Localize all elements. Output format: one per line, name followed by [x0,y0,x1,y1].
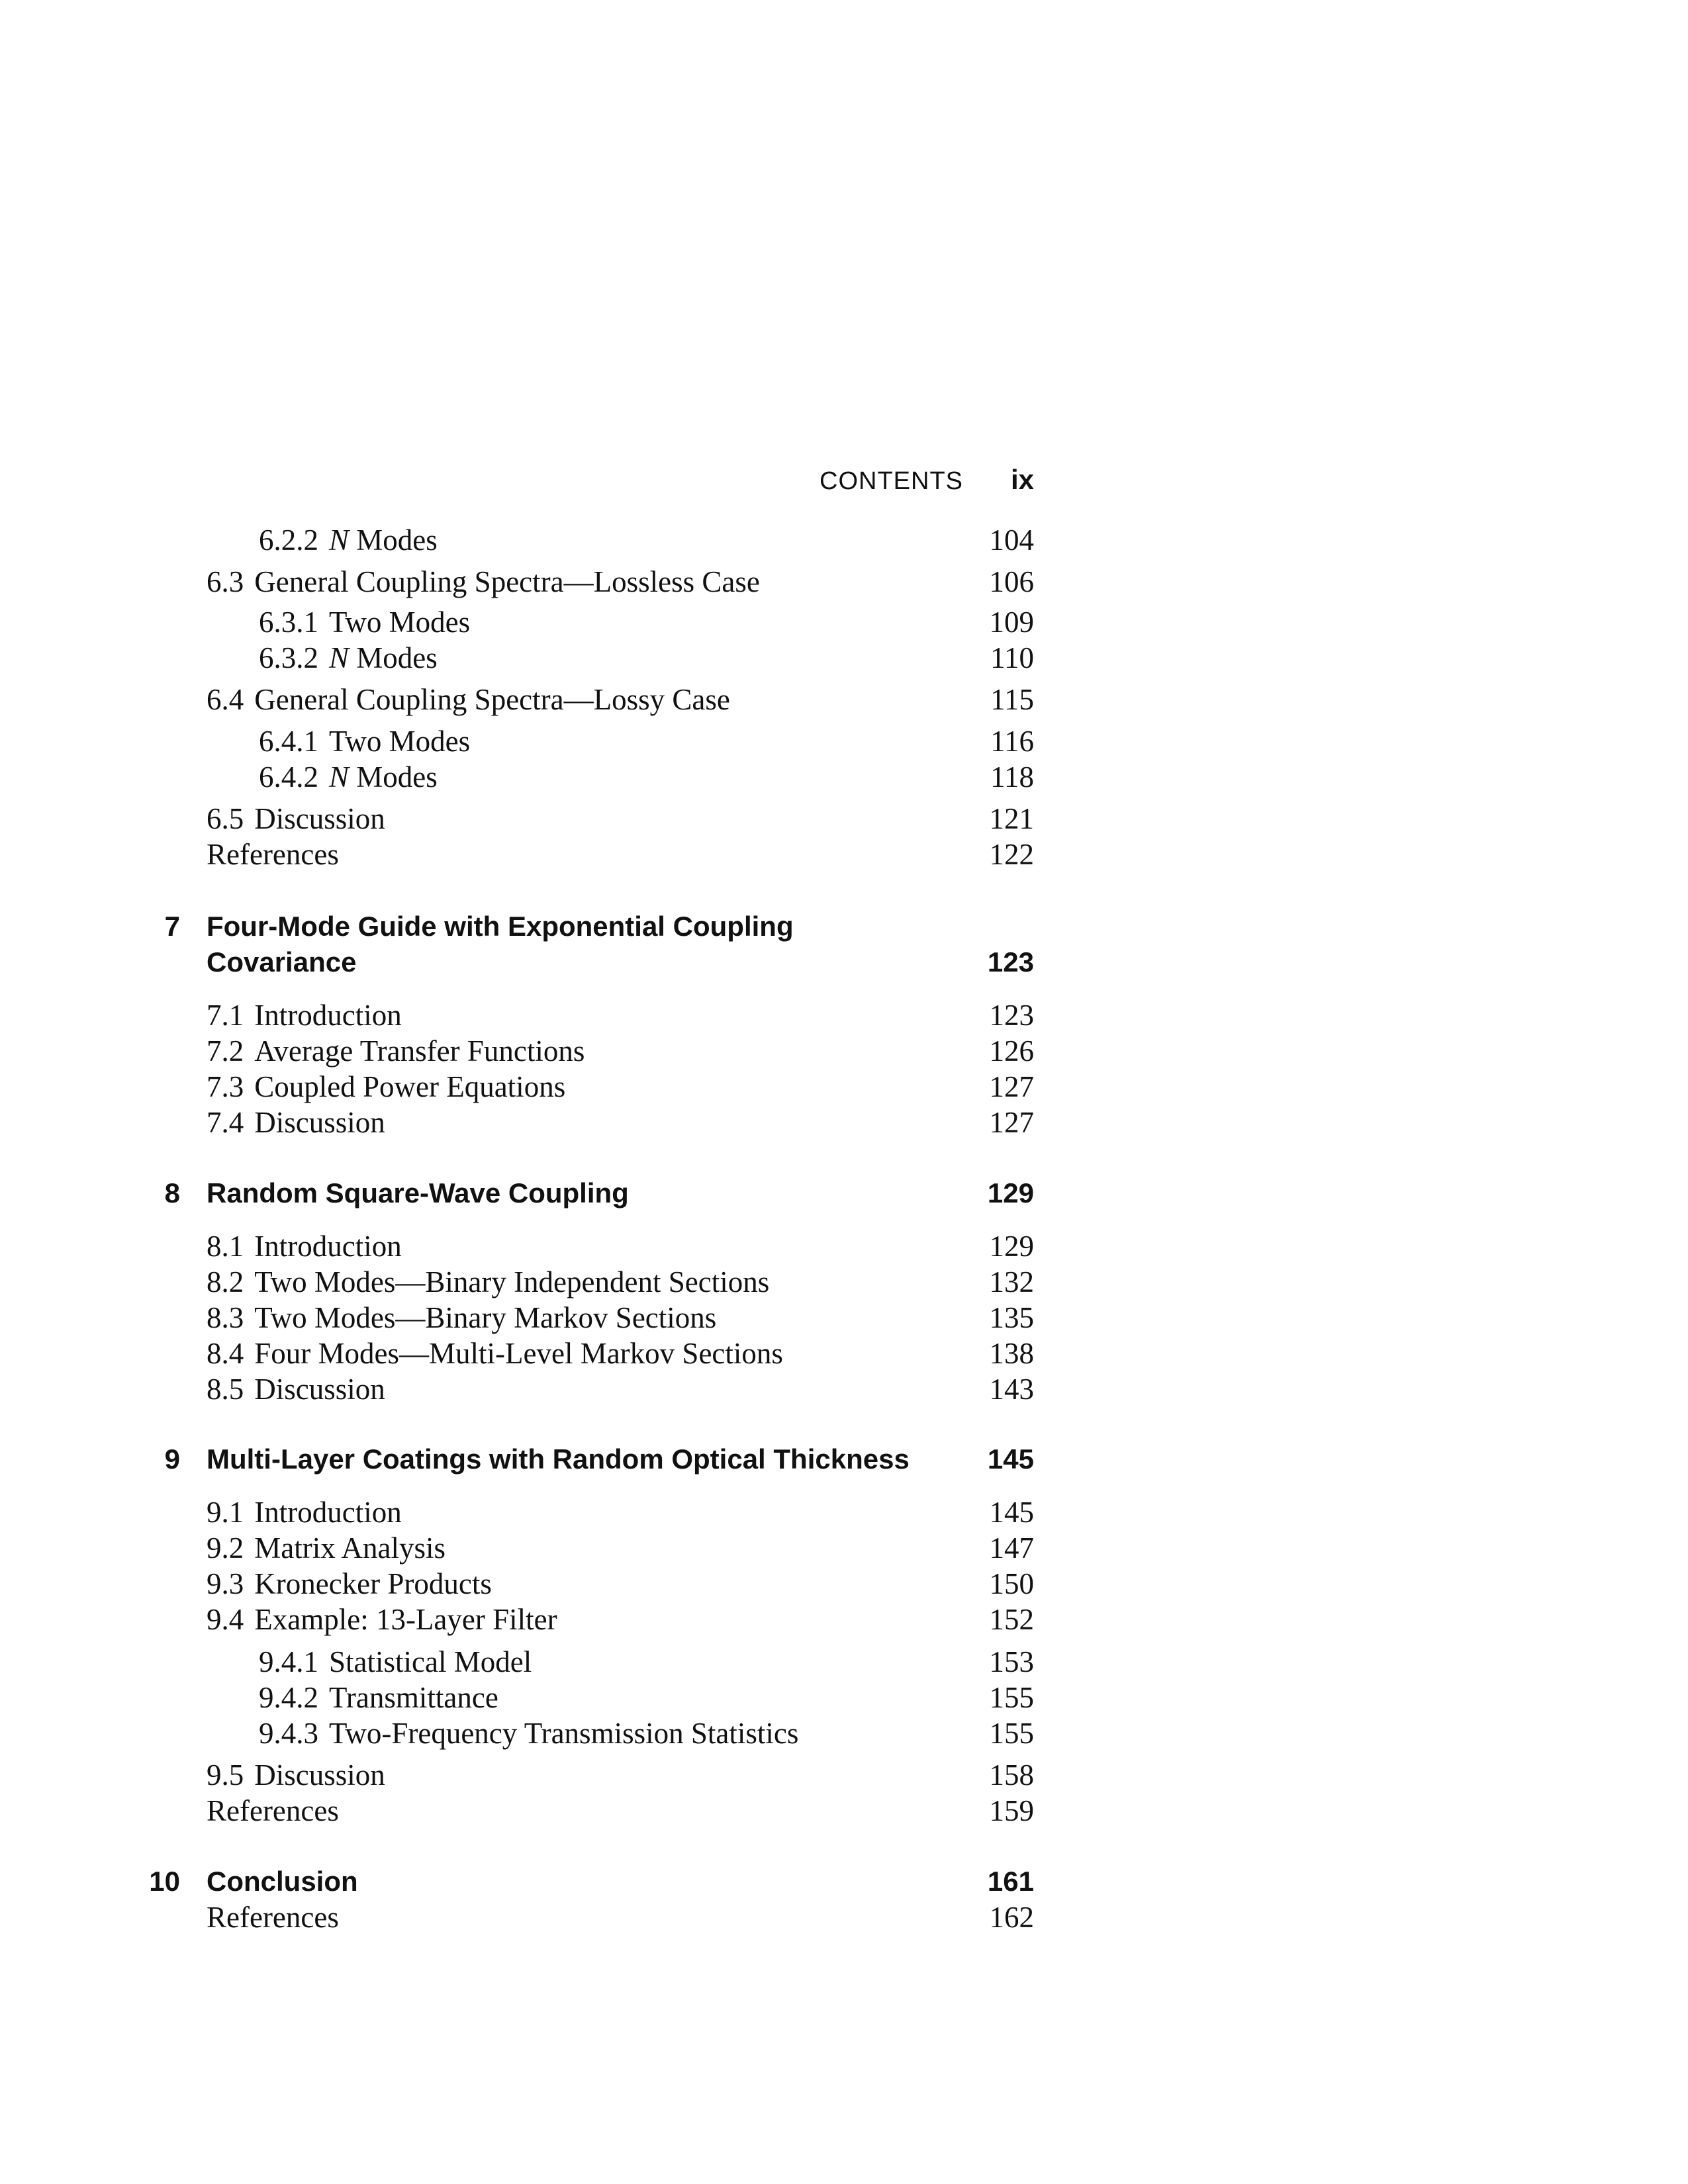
toc-entry-page: 126 [989,1034,1034,1068]
toc-entry-page: 153 [989,1645,1034,1678]
toc-entry-9-1[interactable] [0,1494,1688,1530]
toc-entry-7-4[interactable] [0,1105,1688,1140]
chapter-title-line-1: Four-Mode Guide with Exponential Coupling [207,911,794,942]
toc-entry-page: 127 [989,1106,1034,1139]
toc-entry-page: 116 [990,725,1034,758]
toc-entry-title: 6.4.1 Two Modes [259,725,471,758]
toc-entry-title: 6.4 General Coupling Spectra—Lossy Case [207,683,730,716]
toc-entry-title: 8.3 Two Modes—Binary Markov Sections [207,1301,717,1334]
toc-entry-title: References [207,838,339,871]
toc-entry-title: 6.4.2 N Modes [259,760,438,794]
toc-entry-page: 143 [989,1373,1034,1406]
toc-entry-references-ch9[interactable] [0,1793,1688,1829]
toc-entry-6-4-2[interactable] [0,759,1688,795]
toc-entry-title: 9.4.3 Two-Frequency Transmission Statistics [259,1717,799,1750]
toc-entry-6-3-2[interactable] [0,640,1688,676]
toc-chapter-10[interactable] [0,1864,1688,1899]
toc-entry-7-2[interactable] [0,1033,1688,1069]
toc-entry-title: 9.4.1 Statistical Model [259,1645,532,1678]
toc-entry-title: 8.4 Four Modes—Multi-Level Markov Sections [207,1337,783,1370]
toc-entry-title: References [207,1794,339,1827]
toc-entry-page: 158 [989,1758,1034,1792]
toc-entry-page: 135 [989,1301,1034,1334]
chapter-title: Multi-Layer Coatings with Random Optical Thickness [207,1443,910,1475]
toc-entry-page: 106 [989,565,1034,598]
toc-entry-6-4[interactable] [0,682,1688,717]
toc-entry-title: 9.2 Matrix Analysis [207,1531,445,1565]
toc-entry-title: 6.3.2 N Modes [259,641,438,674]
toc-entry-page: 109 [989,606,1034,639]
toc-entry-page: 132 [989,1265,1034,1298]
toc-entry-page: 152 [989,1603,1034,1636]
chapter-number: 10 [149,1866,180,1897]
toc-entry-page: 159 [989,1794,1034,1827]
chapter-number: 9 [164,1443,180,1475]
toc-entry-references-ch6[interactable] [0,837,1688,872]
toc-entry-title: 9.4.2 Transmittance [259,1681,498,1714]
toc-entry-page: 122 [989,838,1034,871]
toc-entry-title: 8.2 Two Modes—Binary Independent Sections [207,1265,770,1298]
toc-entry-6-5[interactable] [0,801,1688,837]
toc-entry-page: 110 [990,641,1034,674]
toc-entry-title: 9.5 Discussion [207,1758,385,1792]
toc-entry-title: 9.4 Example: 13-Layer Filter [207,1603,557,1636]
toc-entry-7-1[interactable] [0,997,1688,1033]
toc-entry-title: 6.3 General Coupling Spectra—Lossless Case [207,565,760,598]
chapter-page: 145 [987,1443,1034,1475]
toc-entry-8-1[interactable] [0,1228,1688,1264]
toc-entry-references-ch10[interactable] [0,1899,1688,1935]
toc-entry-9-2[interactable] [0,1530,1688,1566]
toc-entry-page: 138 [989,1337,1034,1370]
toc-entry-title: 9.3 Kronecker Products [207,1567,492,1600]
toc-entry-6-4-1[interactable] [0,723,1688,759]
toc-entry-page: 150 [989,1567,1034,1600]
toc-entry-title: 7.4 Discussion [207,1106,385,1139]
chapter-page: 123 [987,946,1034,978]
toc-entry-title: 9.1 Introduction [207,1496,402,1529]
chapter-title-line-2: Covariance [207,946,357,978]
toc-entry-title: 6.2.2 N Modes [259,523,438,557]
toc-entry-title: 7.1 Introduction [207,999,402,1032]
toc-entry-9-4-2[interactable] [0,1680,1688,1715]
toc-entry-9-3[interactable] [0,1566,1688,1602]
toc-entry-6-3-1[interactable] [0,604,1688,640]
toc-entry-title: 8.1 Introduction [207,1230,402,1263]
toc-entry-page: 127 [989,1070,1034,1103]
toc-entry-page: 147 [989,1531,1034,1565]
toc-entry-9-5[interactable] [0,1757,1688,1793]
toc-entry-7-3[interactable] [0,1069,1688,1105]
toc-entry-title: References [207,1901,339,1934]
toc-entry-page: 155 [989,1681,1034,1714]
running-header-page-number: ix [1010,464,1034,495]
toc-entry-page: 121 [989,802,1034,835]
toc-entry-page: 118 [990,760,1034,794]
toc-entry-page: 104 [989,523,1034,557]
chapter-page: 161 [987,1866,1034,1897]
toc-entry-page: 145 [989,1496,1034,1529]
toc-entry-page: 123 [989,999,1034,1032]
toc-entry-title: 8.5 Discussion [207,1373,385,1406]
toc-entry-6-2-2[interactable] [0,522,1688,558]
toc-chapter-7-continued[interactable] [0,944,1688,980]
chapter-number: 7 [164,911,180,942]
chapter-number: 8 [164,1177,180,1208]
toc-entry-title: 7.2 Average Transfer Functions [207,1034,585,1068]
toc-chapter-7[interactable] [0,909,1688,944]
toc-chapter-9[interactable] [0,1441,1688,1477]
toc-entry-9-4-1[interactable] [0,1644,1688,1680]
toc-entry-9-4[interactable] [0,1602,1688,1637]
toc-entry-8-3[interactable] [0,1300,1688,1336]
toc-entry-title: 6.3.1 Two Modes [259,606,471,639]
toc-chapter-8[interactable] [0,1175,1688,1211]
chapter-page: 129 [987,1177,1034,1208]
chapter-title: Conclusion [207,1866,358,1897]
toc-entry-title: 6.5 Discussion [207,802,385,835]
toc-entry-8-4[interactable] [0,1336,1688,1371]
toc-entry-page: 115 [990,683,1034,716]
toc-entry-8-5[interactable] [0,1371,1688,1407]
toc-entry-page: 129 [989,1230,1034,1263]
chapter-title: Random Square-Wave Coupling [207,1177,629,1208]
running-header-label: CONTENTS [820,467,963,495]
toc-entry-title: 7.3 Coupled Power Equations [207,1070,566,1103]
toc-entry-page: 155 [989,1717,1034,1750]
toc-entry-6-3[interactable] [0,564,1688,600]
toc-entry-8-2[interactable] [0,1264,1688,1300]
toc-entry-9-4-3[interactable] [0,1715,1688,1751]
toc-entry-page: 162 [989,1901,1034,1934]
